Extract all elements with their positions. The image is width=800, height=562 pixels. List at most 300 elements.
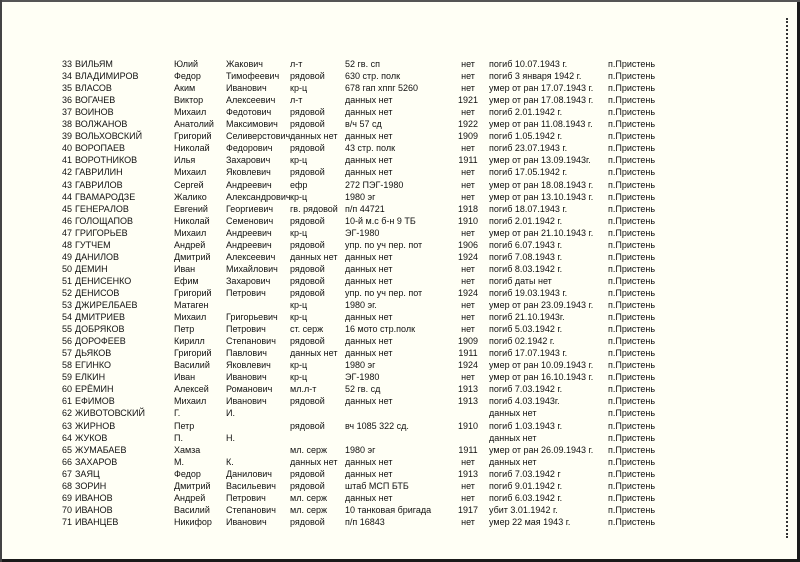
list-row <box>0 166 800 178</box>
burial-place: п.Пристень <box>608 215 656 226</box>
first-name: Иван <box>174 263 196 274</box>
burial-place: п.Пристень <box>608 516 656 527</box>
first-name: Василий <box>174 360 210 371</box>
burial-place: п.Пристень <box>608 143 656 154</box>
burial-place: п.Пристень <box>608 251 656 262</box>
surname: ГАВРИЛОВ <box>75 179 123 190</box>
first-name: Василий <box>174 504 210 515</box>
list-row <box>0 335 800 347</box>
record-number: 47 <box>61 227 72 238</box>
record-number: 68 <box>61 480 72 491</box>
birth-year: 1918 <box>457 203 479 214</box>
record-number: 63 <box>61 420 72 431</box>
burial-place: п.Пристень <box>608 167 656 178</box>
birth-year: 1909 <box>457 131 479 142</box>
fate: погиб 7.03.1942 г <box>489 468 561 479</box>
patronymic: Георгиевич <box>226 203 274 214</box>
birth-year: 1924 <box>457 251 479 262</box>
birth-year: нет <box>461 516 475 527</box>
patronymic: Павлович <box>226 348 267 359</box>
rank: данных нет <box>290 456 338 467</box>
record-number: 34 <box>61 71 72 82</box>
list-row <box>0 58 800 70</box>
burial-place: п.Пристень <box>608 59 656 69</box>
birth-year: 1910 <box>457 215 479 226</box>
first-name: Г. <box>174 408 181 419</box>
surname: ЖИВОТОВСКИЙ <box>75 408 145 419</box>
surname: ГУТЧЕМ <box>75 239 111 250</box>
birth-year: нет <box>461 227 475 238</box>
fate: погиб 2.01.1942 г. <box>489 107 563 118</box>
surname: ВОИНОВ <box>75 107 114 118</box>
rank: рядовой <box>290 107 325 118</box>
rank: гв. рядовой <box>290 203 338 214</box>
first-name: Дмитрий <box>174 480 211 491</box>
patronymic: Иванович <box>226 372 267 383</box>
rank: ефр <box>290 179 308 190</box>
fate: погиб 10.07.1943 г. <box>489 59 568 69</box>
unit: ЭГ-1980 <box>345 372 380 383</box>
first-name: Кирилл <box>174 336 205 347</box>
surname: ДМИТРИЕВ <box>75 312 126 323</box>
birth-year: нет <box>461 179 475 190</box>
first-name: Федор <box>174 468 201 479</box>
record-number: 42 <box>61 167 72 178</box>
record-number: 40 <box>61 143 72 154</box>
first-name: Михаил <box>174 396 207 407</box>
list-row <box>0 432 800 444</box>
birth-year: 1913 <box>457 468 479 479</box>
first-name: Илья <box>174 155 196 166</box>
surname: ИВАНОВ <box>75 492 113 503</box>
surname: ЗОРИН <box>75 480 107 491</box>
fate: погиб 02.1942 г. <box>489 336 555 347</box>
patronymic: Степанович <box>226 336 276 347</box>
burial-place: п.Пристень <box>608 492 656 503</box>
burial-place: п.Пристень <box>608 396 656 407</box>
list-row <box>0 468 800 480</box>
burial-place: п.Пристень <box>608 107 656 118</box>
rank: кр-ц <box>290 227 308 238</box>
list-row <box>0 106 800 118</box>
rank: кр-ц <box>290 300 308 310</box>
record-number: 45 <box>61 203 72 214</box>
surname: ЕГИНКО <box>75 360 111 371</box>
patronymic: Петрович <box>226 324 266 335</box>
fate: данных нет <box>489 456 537 467</box>
fate: умер от ран 13.09.1943г. <box>489 155 591 166</box>
fate: умер от ран 10.09.1943 г. <box>489 360 594 371</box>
first-name: Алексей <box>174 384 209 395</box>
fate: погиб 6.03.1942 г. <box>489 492 563 503</box>
birth-year: 1924 <box>457 287 479 298</box>
first-name: Николай <box>174 143 210 154</box>
list-row <box>0 480 800 492</box>
record-number: 57 <box>61 348 72 359</box>
list-row <box>0 407 800 419</box>
burial-place: п.Пристень <box>608 420 656 431</box>
first-name: Андрей <box>174 492 206 503</box>
fate: погиб 2.01.1942 г. <box>489 215 563 226</box>
rank: данных нет <box>290 251 338 262</box>
surname: ВОРОПАЕВ <box>75 143 125 154</box>
rank: кр-ц <box>290 312 308 323</box>
surname: ДЖИРЕЛБАЕВ <box>75 300 138 310</box>
birth-year: нет <box>461 167 475 178</box>
record-number: 62 <box>61 408 72 419</box>
rank: мл. серж <box>290 492 327 503</box>
unit: в/ч 57 сд <box>345 119 382 130</box>
surname: ВОРОТНИКОВ <box>75 155 138 166</box>
burial-place: п.Пристень <box>608 336 656 347</box>
rank: мл.л-т <box>290 384 317 395</box>
fate: умер от ран 23.09.1943 г. <box>489 300 594 310</box>
fate: умер от ран 17.07.1943 г. <box>489 83 594 94</box>
list-row <box>0 516 800 528</box>
patronymic: Федотович <box>226 107 272 118</box>
patronymic: Н. <box>226 432 235 443</box>
record-number: 65 <box>61 444 72 455</box>
rank: ст. серж <box>290 324 324 335</box>
first-name: Петр <box>174 324 195 335</box>
burial-place: п.Пристень <box>608 408 656 419</box>
burial-place: п.Пристень <box>608 179 656 190</box>
surname: ГРИГОРЬЕВ <box>75 227 128 238</box>
first-name: Ефим <box>174 275 199 286</box>
fate: погиб 17.05.1942 г. <box>489 167 568 178</box>
burial-place: п.Пристень <box>608 203 656 214</box>
fate: данных нет <box>489 432 537 443</box>
first-name: Андрей <box>174 239 206 250</box>
list-row <box>0 299 800 311</box>
rank: рядовой <box>290 263 325 274</box>
patronymic: Андреевич <box>226 179 272 190</box>
birth-year: 1921 <box>457 95 479 106</box>
birth-year: нет <box>461 191 475 202</box>
surname: ЕРЁМИН <box>75 384 114 395</box>
birth-year: нет <box>461 492 475 503</box>
unit: 10-й м.с б-н 9 ТБ <box>345 215 416 226</box>
unit: 1980 эг <box>345 360 376 371</box>
birth-year: нет <box>461 372 475 383</box>
list-row <box>0 359 800 371</box>
patronymic: Александрович <box>226 191 291 202</box>
list-row <box>0 504 800 516</box>
rank: рядовой <box>290 119 325 130</box>
record-number: 33 <box>61 59 72 69</box>
patronymic: Васильевич <box>226 480 276 491</box>
list-row <box>0 215 800 227</box>
birth-year: нет <box>461 480 475 491</box>
patronymic: Иванович <box>226 83 267 94</box>
first-name: Хамза <box>174 444 201 455</box>
record-number: 52 <box>61 287 72 298</box>
surname: ЗАХАРОВ <box>75 456 118 467</box>
list-row <box>0 130 800 142</box>
unit: 43 стр. полк <box>345 143 396 154</box>
patronymic: К. <box>226 456 234 467</box>
fate: погиб 23.07.1943 г. <box>489 143 568 154</box>
record-number: 60 <box>61 384 72 395</box>
rank: мл. серж <box>290 444 327 455</box>
list-row <box>0 70 800 82</box>
patronymic: Захарович <box>226 275 271 286</box>
patronymic: Романович <box>226 384 273 395</box>
unit: 16 мото стр.полк <box>345 324 416 335</box>
patronymic: Андреевич <box>226 239 272 250</box>
burial-place: п.Пристень <box>608 372 656 383</box>
list-row <box>0 263 800 275</box>
list-row <box>0 371 800 383</box>
burial-place: п.Пристень <box>608 287 656 298</box>
record-number: 36 <box>61 95 72 106</box>
first-name: Михаил <box>174 167 207 178</box>
unit: 52 гв. сп <box>345 59 380 69</box>
birth-year: нет <box>461 300 475 310</box>
unit: 1980 эг <box>345 191 376 202</box>
fate: погиб 19.03.1943 г. <box>489 287 568 298</box>
burial-place: п.Пристень <box>608 468 656 479</box>
fate: умер от ран 21.10.1943 г. <box>489 227 594 238</box>
rank: кр-ц <box>290 372 308 383</box>
list-row <box>0 251 800 263</box>
fate: погиб 8.03.1942 г. <box>489 263 563 274</box>
first-name: Никифор <box>174 516 212 527</box>
patronymic: Андреевич <box>226 227 272 238</box>
list-row <box>0 347 800 359</box>
fate: данных нет <box>489 408 537 419</box>
unit: п/п 44721 <box>345 203 385 214</box>
unit: упр. по уч пер. пот <box>345 287 423 298</box>
unit: данных нет <box>345 468 393 479</box>
surname: ЖУКОВ <box>75 432 108 443</box>
list-row <box>0 287 800 299</box>
unit: данных нет <box>345 107 393 118</box>
burial-place: п.Пристень <box>608 324 656 335</box>
first-name: Михаил <box>174 227 207 238</box>
first-name: Михаил <box>174 312 207 323</box>
unit: 272 ПЭГ-1980 <box>345 179 404 190</box>
record-number: 71 <box>61 516 72 527</box>
list-row <box>0 239 800 251</box>
birth-year: 1906 <box>457 239 479 250</box>
rank: мл. серж <box>290 504 327 515</box>
first-name: Федор <box>174 71 201 82</box>
rank: рядовой <box>290 275 325 286</box>
list-row <box>0 456 800 468</box>
surname: ГВАМАРОДЗЕ <box>75 191 136 202</box>
fate: погиб 4.03.1943г. <box>489 396 560 407</box>
surname: ГАВРИЛИН <box>75 167 123 178</box>
birth-year: 1911 <box>458 444 478 455</box>
list-row <box>0 82 800 94</box>
fate: умер от ран 18.08.1943 г. <box>489 179 594 190</box>
birth-year: нет <box>461 312 475 323</box>
burial-place: п.Пристень <box>608 360 656 371</box>
unit: данных нет <box>345 95 393 106</box>
birth-year: нет <box>461 107 475 118</box>
fate: погиб 6.07.1943 г. <box>489 239 563 250</box>
birth-year: нет <box>461 71 475 82</box>
rank: кр-ц <box>290 360 308 371</box>
patronymic: Алексеевич <box>226 95 276 106</box>
burial-place: п.Пристень <box>608 312 656 323</box>
list-row <box>0 154 800 166</box>
record-number: 49 <box>61 251 72 262</box>
rank: рядовой <box>290 516 325 527</box>
burial-place: п.Пристень <box>608 384 656 395</box>
patronymic: Захарович <box>226 155 271 166</box>
surname: ВОЛЖАНОВ <box>75 119 128 130</box>
burial-place: п.Пристень <box>608 227 656 238</box>
record-number: 37 <box>61 107 72 118</box>
record-number: 70 <box>61 504 72 515</box>
birth-year: нет <box>461 263 475 274</box>
fate: умер от ран 16.10.1943 г. <box>489 372 594 383</box>
surname: ГЕНЕРАЛОВ <box>75 203 129 214</box>
burial-place: п.Пристень <box>608 275 656 286</box>
patronymic: Жакович <box>226 59 263 69</box>
rank: рядовой <box>290 215 325 226</box>
burial-place: п.Пристень <box>608 239 656 250</box>
record-number: 58 <box>61 360 72 371</box>
surname: ЕЛКИН <box>75 372 106 383</box>
record-number: 54 <box>61 312 72 323</box>
fate: умер от ран 13.10.1943 г. <box>489 191 594 202</box>
unit: 678 гап хппг 5260 <box>345 83 419 94</box>
fate: погиб 17.07.1943 г. <box>489 348 568 359</box>
unit: штаб МСП БТБ <box>345 480 409 491</box>
rank: кр-ц <box>290 155 308 166</box>
birth-year: нет <box>461 275 475 286</box>
burial-place: п.Пристень <box>608 504 656 515</box>
list-row <box>0 275 800 287</box>
fate: умер от ран 11.08.1943 г. <box>489 119 593 130</box>
first-name: П. <box>174 432 183 443</box>
birth-year: 1913 <box>457 396 479 407</box>
first-name: М. <box>174 456 184 467</box>
first-name: Дмитрий <box>174 251 211 262</box>
unit: данных нет <box>345 275 393 286</box>
rank: кр-ц <box>290 191 308 202</box>
record-number: 48 <box>61 239 72 250</box>
surname: ВЛАСОВ <box>75 83 112 94</box>
rank: л-т <box>290 95 303 106</box>
rank: рядовой <box>290 396 325 407</box>
list-row <box>0 118 800 130</box>
patronymic: Данилович <box>226 468 272 479</box>
unit: упр. по уч пер. пот <box>345 239 423 250</box>
surname: ДЬЯКОВ <box>75 348 112 359</box>
surname: ДАНИЛОВ <box>75 251 119 262</box>
unit: данных нет <box>345 251 393 262</box>
patronymic: Алексеевич <box>226 251 276 262</box>
unit: данных нет <box>345 155 393 166</box>
record-number: 61 <box>61 396 72 407</box>
surname: ДОБРЯКОВ <box>75 324 125 335</box>
fate: погиб 1.05.1942 г. <box>489 131 563 142</box>
record-number: 56 <box>61 336 72 347</box>
burial-place: п.Пристень <box>608 348 656 359</box>
first-name: Евгений <box>174 203 208 214</box>
birth-year: 1910 <box>457 420 479 431</box>
surname: ИВАНЦЕВ <box>75 516 119 527</box>
first-name: Петр <box>174 420 195 431</box>
list-row <box>0 395 800 407</box>
rank: рядовой <box>290 420 325 431</box>
list-row <box>0 383 800 395</box>
unit: п/п 16843 <box>345 516 385 527</box>
fate: убит 3.01.1942 г. <box>489 504 558 515</box>
patronymic: Петрович <box>226 287 266 298</box>
first-name: Григорий <box>174 131 212 142</box>
unit: данных нет <box>345 336 393 347</box>
surname: ДОРОФЕЕВ <box>75 336 126 347</box>
unit: данных нет <box>345 131 393 142</box>
record-number: 41 <box>61 155 72 166</box>
surname: ВЛАДИМИРОВ <box>75 71 139 82</box>
patronymic: Федорович <box>226 143 273 154</box>
surname: ДЕМИН <box>75 263 108 274</box>
burial-place: п.Пристень <box>608 432 656 443</box>
list-row <box>0 142 800 154</box>
fate: погиб 9.01.1942 г. <box>489 480 563 491</box>
unit: ЭГ-1980 <box>345 227 380 238</box>
rank: л-т <box>290 59 303 69</box>
record-number: 44 <box>61 191 72 202</box>
unit: данных нет <box>345 167 393 178</box>
birth-year: 1913 <box>457 384 479 395</box>
birth-year: нет <box>461 324 475 335</box>
burial-place: п.Пристень <box>608 456 656 467</box>
first-name: Михаил <box>174 107 207 118</box>
birth-year: 1924 <box>457 360 479 371</box>
record-number: 55 <box>61 324 72 335</box>
rank: рядовой <box>290 167 325 178</box>
burial-place: п.Пристень <box>608 300 656 310</box>
burial-place: п.Пристень <box>608 71 656 82</box>
list-row <box>0 191 800 203</box>
list-row <box>0 94 800 106</box>
patronymic: Иванович <box>226 396 267 407</box>
first-name: Николай <box>174 215 210 226</box>
patronymic: Тимофеевич <box>226 71 280 82</box>
patronymic: Петрович <box>226 492 266 503</box>
birth-year: 1911 <box>458 155 478 166</box>
record-number: 46 <box>61 215 72 226</box>
record-number: 53 <box>61 300 72 310</box>
rank: рядовой <box>290 336 325 347</box>
unit: 1980 эг. <box>345 300 377 310</box>
patronymic: Селиверстович <box>226 131 291 142</box>
list-row <box>0 420 800 432</box>
patronymic: Яковлевич <box>226 167 271 178</box>
burial-place: п.Пристень <box>608 191 656 202</box>
first-name: Виктор <box>174 95 204 106</box>
burial-place: п.Пристень <box>608 480 656 491</box>
list-row <box>0 179 800 191</box>
surname: ВОЛЬХОВСКИЙ <box>75 131 143 142</box>
fate: умер от ран 17.08.1943 г. <box>489 95 594 106</box>
surname: ВИЛЬЯМ <box>75 59 113 69</box>
fate: погиб 5.03.1942 г. <box>489 324 563 335</box>
surname: ДЕНИСЕНКО <box>75 275 132 286</box>
first-name: Жалико <box>174 191 207 202</box>
birth-year: 1917 <box>457 504 479 515</box>
record-number: 39 <box>61 131 72 142</box>
burial-place: п.Пристень <box>608 155 656 166</box>
surname: ГОЛОЩАПОВ <box>75 215 133 226</box>
